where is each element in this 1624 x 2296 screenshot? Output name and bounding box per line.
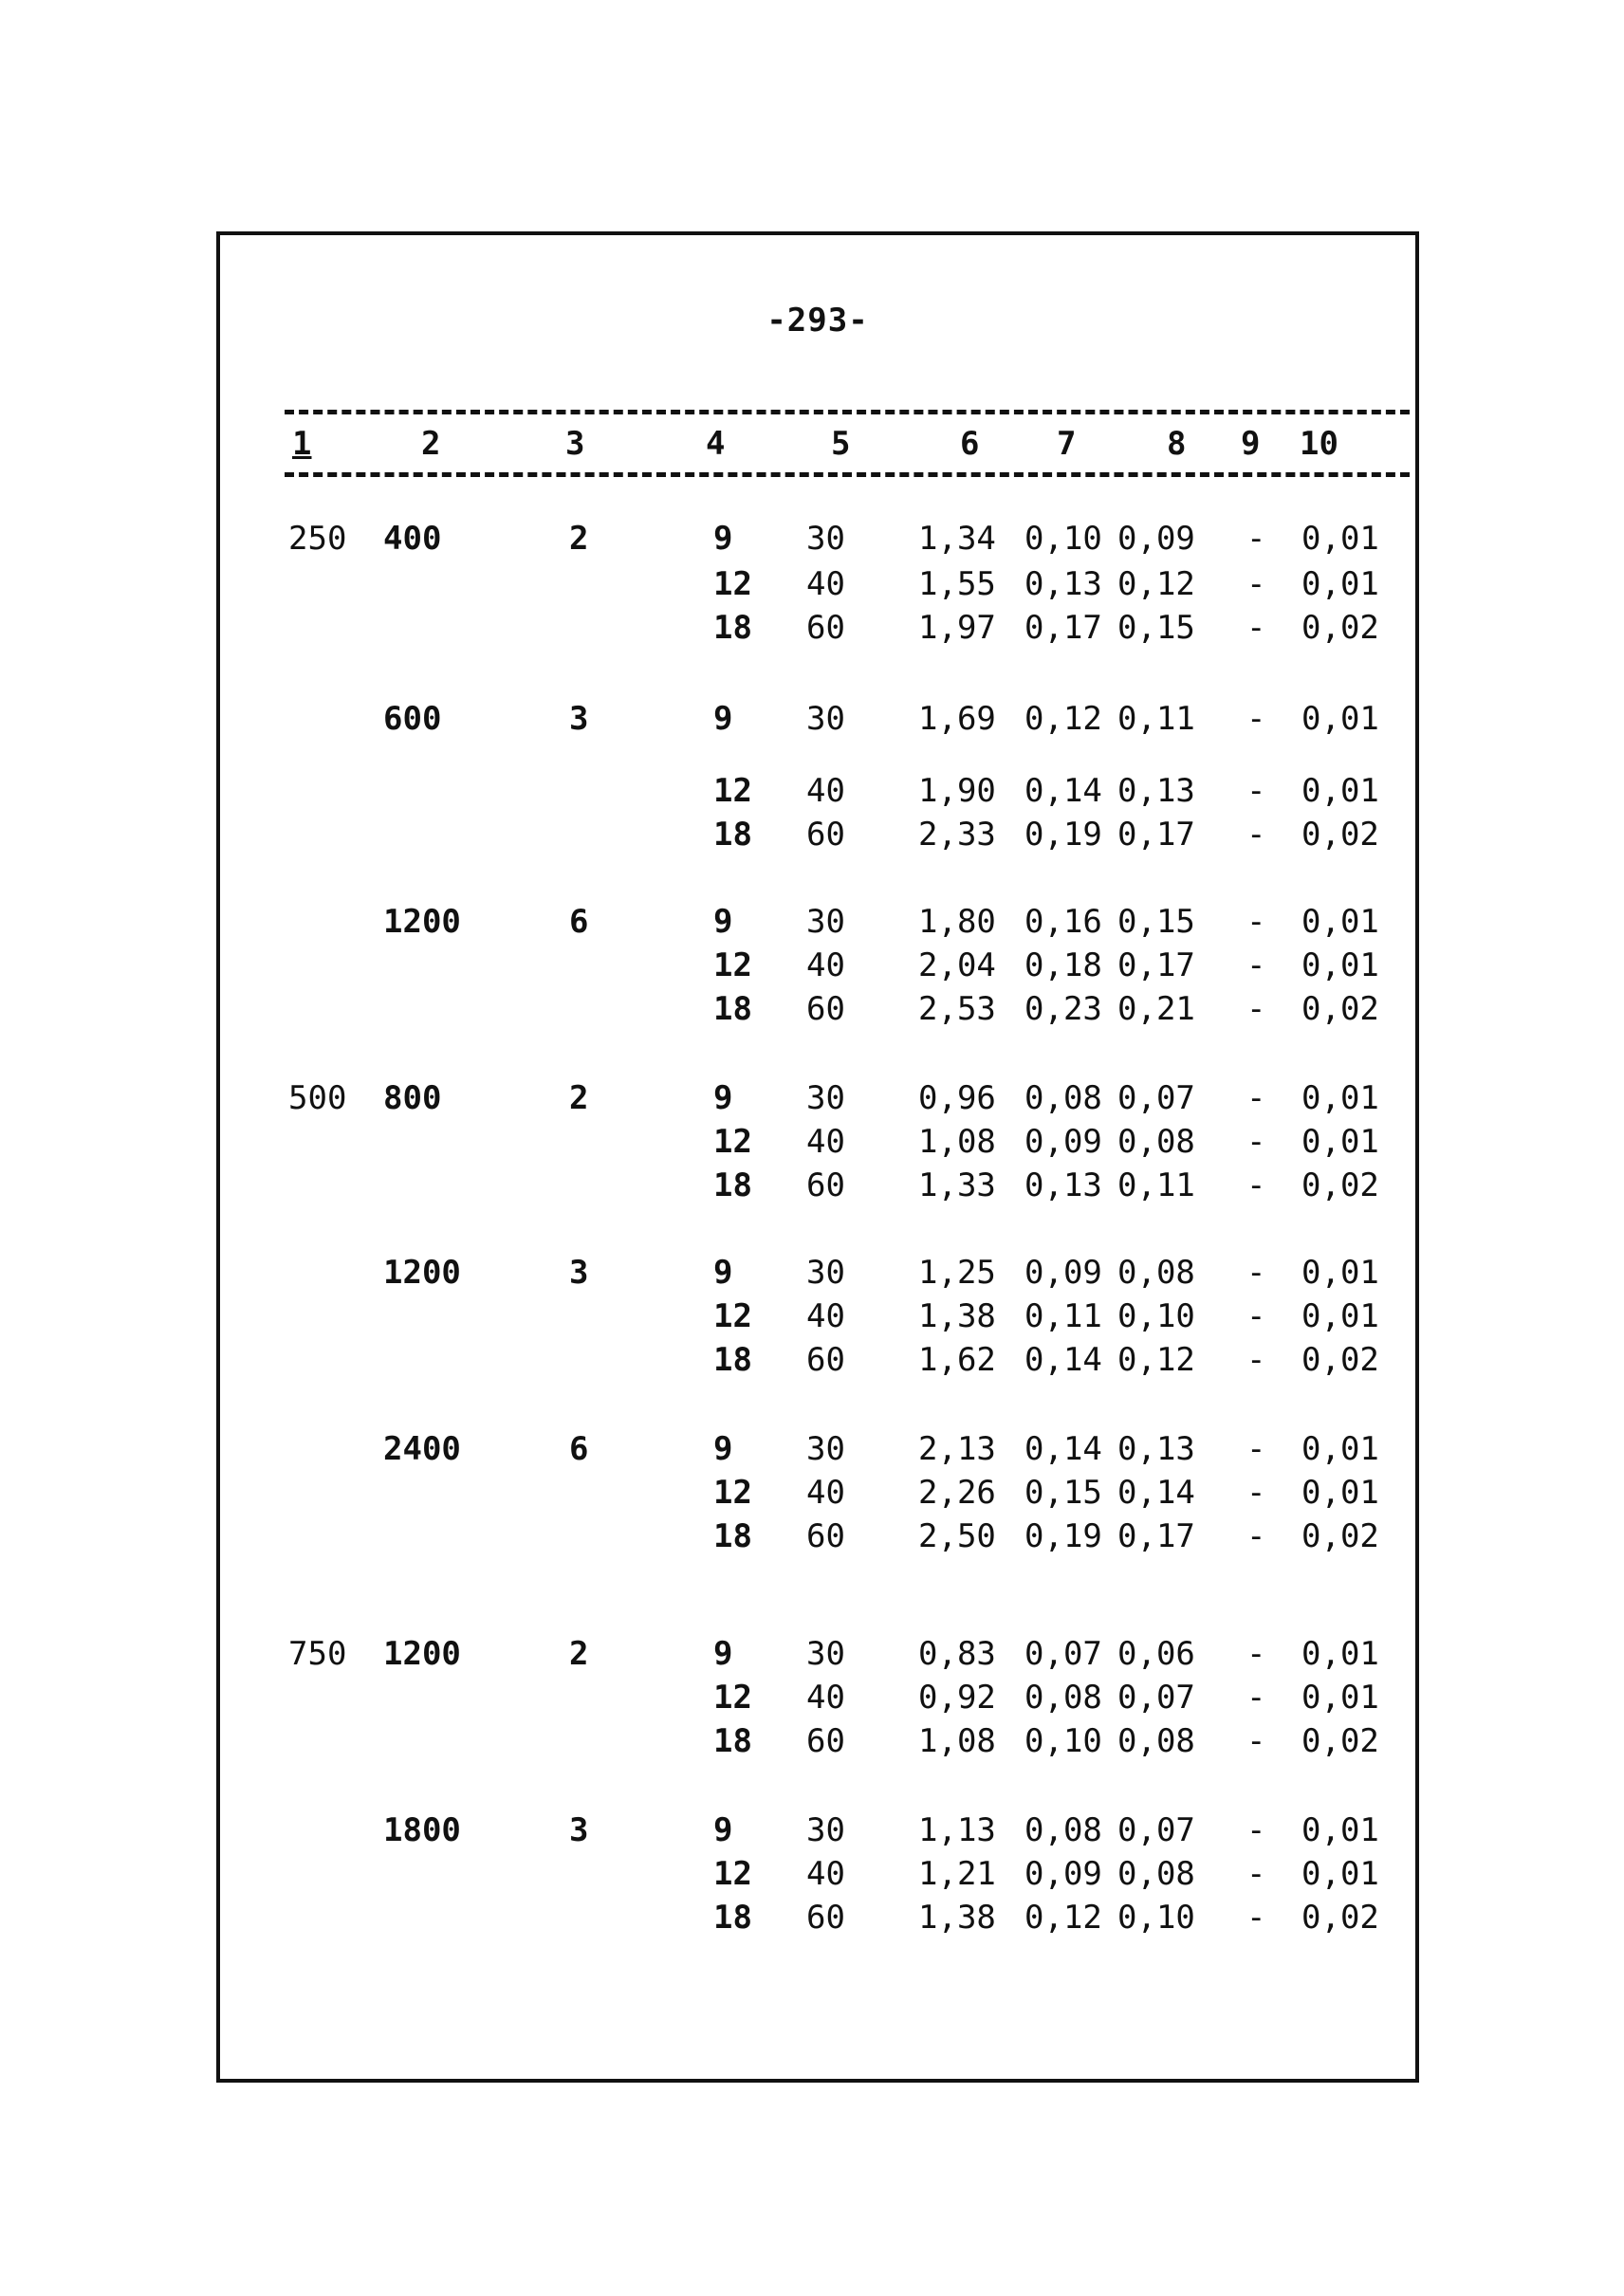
table-cell-col-4: 18 [713, 1899, 752, 1937]
column-header-7: 7 [1057, 425, 1077, 463]
table-cell-col-10: 0,01 [1301, 1474, 1379, 1512]
table-cell-col-5: 40 [806, 1474, 845, 1512]
table-cell-col-8: 0,17 [1117, 816, 1195, 854]
table-cell-col-4: 9 [713, 1079, 733, 1117]
table-cell-col-4: 9 [713, 700, 733, 738]
table-cell-col-8: 0,10 [1117, 1297, 1195, 1335]
column-header-8: 8 [1167, 425, 1187, 463]
page-frame [216, 231, 1419, 2083]
table-cell-col-6: 1,69 [918, 700, 996, 738]
table-cell-col-6: 1,55 [918, 565, 996, 603]
table-cell-col-5: 30 [806, 903, 845, 941]
table-cell-col-9: - [1246, 1474, 1266, 1512]
table-cell-col-4: 12 [713, 772, 752, 810]
table-cell-col-10: 0,01 [1301, 1079, 1379, 1117]
table-cell-col-4: 12 [713, 946, 752, 984]
table-cell-col-9: - [1246, 816, 1266, 854]
table-cell-col-7: 0,15 [1024, 1474, 1102, 1512]
table-cell-col-6: 2,26 [918, 1474, 996, 1512]
table-cell-col-5: 60 [806, 816, 845, 854]
table-cell-col-9: - [1246, 1635, 1266, 1673]
table-cell-col-5: 40 [806, 565, 845, 603]
table-cell-col-1: 500 [288, 1079, 347, 1117]
table-cell-col-8: 0,07 [1117, 1079, 1195, 1117]
table-cell-col-9: - [1246, 1899, 1266, 1937]
table-cell-col-4: 18 [713, 816, 752, 854]
table-cell-col-4: 18 [713, 1722, 752, 1760]
table-cell-col-2: 1200 [383, 1635, 461, 1673]
table-cell-col-8: 0,11 [1117, 700, 1195, 738]
table-cell-col-7: 0,10 [1024, 520, 1102, 558]
table-cell-col-5: 30 [806, 1254, 845, 1292]
table-cell-col-4: 18 [713, 990, 752, 1028]
table-cell-col-5: 30 [806, 700, 845, 738]
table-cell-col-9: - [1246, 1811, 1266, 1849]
table-cell-col-9: - [1246, 1341, 1266, 1379]
table-cell-col-7: 0,17 [1024, 609, 1102, 647]
table-cell-col-1: 750 [288, 1635, 347, 1673]
table-cell-col-5: 40 [806, 772, 845, 810]
table-cell-col-7: 0,09 [1024, 1254, 1102, 1292]
table-cell-col-7: 0,19 [1024, 816, 1102, 854]
table-cell-col-4: 9 [713, 1635, 733, 1673]
table-cell-col-5: 60 [806, 1722, 845, 1760]
table-cell-col-2: 2400 [383, 1430, 461, 1468]
table-cell-col-7: 0,19 [1024, 1517, 1102, 1555]
column-header-1: 1 [292, 425, 312, 463]
table-cell-col-3: 3 [569, 1811, 589, 1849]
table-cell-col-7: 0,10 [1024, 1722, 1102, 1760]
table-cell-col-6: 0,83 [918, 1635, 996, 1673]
table-cell-col-8: 0,08 [1117, 1254, 1195, 1292]
table-cell-col-4: 12 [713, 1123, 752, 1161]
table-cell-col-5: 40 [806, 1123, 845, 1161]
table-cell-col-6: 1,90 [918, 772, 996, 810]
table-cell-col-10: 0,02 [1301, 1166, 1379, 1204]
table-cell-col-10: 0,01 [1301, 520, 1379, 558]
header-rule-bottom [285, 472, 1410, 477]
table-cell-col-6: 1,13 [918, 1811, 996, 1849]
table-cell-col-4: 12 [713, 565, 752, 603]
table-cell-col-10: 0,02 [1301, 990, 1379, 1028]
table-cell-col-8: 0,17 [1117, 1517, 1195, 1555]
table-cell-col-10: 0,01 [1301, 1855, 1379, 1893]
table-cell-col-5: 60 [806, 1341, 845, 1379]
table-cell-col-10: 0,01 [1301, 1297, 1379, 1335]
table-cell-col-6: 1,34 [918, 520, 996, 558]
column-header-6: 6 [960, 425, 980, 463]
table-cell-col-7: 0,08 [1024, 1811, 1102, 1849]
table-cell-col-4: 9 [713, 1430, 733, 1468]
table-cell-col-10: 0,02 [1301, 1341, 1379, 1379]
table-cell-col-9: - [1246, 903, 1266, 941]
table-cell-col-4: 12 [713, 1679, 752, 1717]
table-cell-col-8: 0,13 [1117, 1430, 1195, 1468]
table-cell-col-5: 30 [806, 520, 845, 558]
table-cell-col-9: - [1246, 1679, 1266, 1717]
table-cell-col-9: - [1246, 1166, 1266, 1204]
table-cell-col-4: 9 [713, 1811, 733, 1849]
table-cell-col-6: 1,38 [918, 1297, 996, 1335]
table-cell-col-10: 0,01 [1301, 700, 1379, 738]
table-cell-col-8: 0,07 [1117, 1811, 1195, 1849]
table-cell-col-9: - [1246, 520, 1266, 558]
table-cell-col-4: 18 [713, 1166, 752, 1204]
table-cell-col-3: 6 [569, 1430, 589, 1468]
table-cell-col-2: 1200 [383, 1254, 461, 1292]
table-cell-col-5: 30 [806, 1635, 845, 1673]
table-cell-col-7: 0,18 [1024, 946, 1102, 984]
table-cell-col-2: 1200 [383, 903, 461, 941]
table-cell-col-6: 1,33 [918, 1166, 996, 1204]
table-cell-col-9: - [1246, 1722, 1266, 1760]
table-cell-col-8: 0,17 [1117, 946, 1195, 984]
table-cell-col-6: 1,62 [918, 1341, 996, 1379]
table-cell-col-10: 0,01 [1301, 1430, 1379, 1468]
table-cell-col-7: 0,09 [1024, 1123, 1102, 1161]
table-cell-col-6: 2,50 [918, 1517, 996, 1555]
table-cell-col-7: 0,08 [1024, 1079, 1102, 1117]
table-cell-col-5: 60 [806, 1166, 845, 1204]
table-cell-col-7: 0,09 [1024, 1855, 1102, 1893]
table-cell-col-8: 0,08 [1117, 1722, 1195, 1760]
table-cell-col-4: 9 [713, 903, 733, 941]
table-cell-col-8: 0,12 [1117, 1341, 1195, 1379]
table-cell-col-7: 0,12 [1024, 700, 1102, 738]
table-cell-col-9: - [1246, 946, 1266, 984]
table-cell-col-10: 0,01 [1301, 772, 1379, 810]
table-cell-col-9: - [1246, 1079, 1266, 1117]
column-header-9: 9 [1241, 425, 1261, 463]
table-cell-col-7: 0,13 [1024, 1166, 1102, 1204]
table-cell-col-10: 0,02 [1301, 816, 1379, 854]
table-cell-col-10: 0,01 [1301, 565, 1379, 603]
table-cell-col-3: 3 [569, 700, 589, 738]
table-cell-col-5: 30 [806, 1811, 845, 1849]
table-cell-col-3: 2 [569, 1635, 589, 1673]
table-cell-col-6: 1,25 [918, 1254, 996, 1292]
table-cell-col-5: 40 [806, 946, 845, 984]
table-cell-col-7: 0,14 [1024, 772, 1102, 810]
table-cell-col-9: - [1246, 565, 1266, 603]
table-cell-col-9: - [1246, 772, 1266, 810]
table-cell-col-3: 2 [569, 1079, 589, 1117]
table-cell-col-5: 30 [806, 1079, 845, 1117]
table-cell-col-6: 2,13 [918, 1430, 996, 1468]
table-cell-col-9: - [1246, 609, 1266, 647]
table-cell-col-9: - [1246, 990, 1266, 1028]
table-cell-col-9: - [1246, 700, 1266, 738]
table-cell-col-2: 1800 [383, 1811, 461, 1849]
table-cell-col-2: 600 [383, 700, 442, 738]
table-cell-col-10: 0,02 [1301, 1722, 1379, 1760]
table-cell-col-9: - [1246, 1517, 1266, 1555]
table-cell-col-5: 40 [806, 1679, 845, 1717]
table-cell-col-5: 40 [806, 1855, 845, 1893]
table-cell-col-5: 60 [806, 609, 845, 647]
column-header-10: 10 [1300, 425, 1338, 463]
table-cell-col-7: 0,14 [1024, 1430, 1102, 1468]
table-cell-col-6: 1,08 [918, 1722, 996, 1760]
table-cell-col-1: 250 [288, 520, 347, 558]
table-cell-col-7: 0,14 [1024, 1341, 1102, 1379]
table-cell-col-8: 0,15 [1117, 609, 1195, 647]
table-cell-col-5: 60 [806, 1899, 845, 1937]
table-cell-col-10: 0,01 [1301, 1635, 1379, 1673]
table-cell-col-5: 60 [806, 990, 845, 1028]
table-cell-col-7: 0,11 [1024, 1297, 1102, 1335]
table-cell-col-8: 0,07 [1117, 1679, 1195, 1717]
table-cell-col-8: 0,08 [1117, 1123, 1195, 1161]
header-rule-top [285, 410, 1410, 414]
table-cell-col-4: 12 [713, 1855, 752, 1893]
table-cell-col-7: 0,08 [1024, 1679, 1102, 1717]
table-cell-col-6: 2,04 [918, 946, 996, 984]
column-header-3: 3 [565, 425, 585, 463]
table-cell-col-4: 18 [713, 1517, 752, 1555]
table-cell-col-7: 0,12 [1024, 1899, 1102, 1937]
table-cell-col-10: 0,01 [1301, 1679, 1379, 1717]
table-cell-col-9: - [1246, 1123, 1266, 1161]
table-cell-col-4: 9 [713, 520, 733, 558]
table-cell-col-3: 6 [569, 903, 589, 941]
table-cell-col-8: 0,14 [1117, 1474, 1195, 1512]
table-cell-col-7: 0,16 [1024, 903, 1102, 941]
table-cell-col-10: 0,01 [1301, 946, 1379, 984]
table-cell-col-10: 0,02 [1301, 1517, 1379, 1555]
table-cell-col-4: 18 [713, 609, 752, 647]
table-cell-col-5: 40 [806, 1297, 845, 1335]
table-cell-col-7: 0,23 [1024, 990, 1102, 1028]
table-cell-col-8: 0,06 [1117, 1635, 1195, 1673]
column-header-4: 4 [706, 425, 726, 463]
table-cell-col-6: 1,38 [918, 1899, 996, 1937]
column-header-2: 2 [421, 425, 441, 463]
table-cell-col-6: 2,53 [918, 990, 996, 1028]
table-cell-col-2: 800 [383, 1079, 442, 1117]
table-cell-col-6: 0,92 [918, 1679, 996, 1717]
table-cell-col-5: 30 [806, 1430, 845, 1468]
table-cell-col-9: - [1246, 1430, 1266, 1468]
table-cell-col-10: 0,01 [1301, 1123, 1379, 1161]
table-cell-col-6: 1,97 [918, 609, 996, 647]
table-cell-col-8: 0,12 [1117, 565, 1195, 603]
table-cell-col-3: 2 [569, 520, 589, 558]
table-cell-col-9: - [1246, 1254, 1266, 1292]
page-number: -293- [766, 302, 869, 340]
table-cell-col-4: 18 [713, 1341, 752, 1379]
table-cell-col-10: 0,02 [1301, 1899, 1379, 1937]
table-cell-col-8: 0,15 [1117, 903, 1195, 941]
table-cell-col-9: - [1246, 1855, 1266, 1893]
table-cell-col-6: 0,96 [918, 1079, 996, 1117]
table-cell-col-10: 0,01 [1301, 1254, 1379, 1292]
table-cell-col-9: - [1246, 1297, 1266, 1335]
column-header-5: 5 [831, 425, 851, 463]
table-cell-col-4: 12 [713, 1474, 752, 1512]
table-cell-col-8: 0,09 [1117, 520, 1195, 558]
table-cell-col-10: 0,01 [1301, 1811, 1379, 1849]
table-cell-col-3: 3 [569, 1254, 589, 1292]
table-cell-col-10: 0,02 [1301, 609, 1379, 647]
table-cell-col-7: 0,07 [1024, 1635, 1102, 1673]
table-cell-col-6: 2,33 [918, 816, 996, 854]
table-cell-col-8: 0,11 [1117, 1166, 1195, 1204]
table-cell-col-4: 9 [713, 1254, 733, 1292]
table-cell-col-8: 0,13 [1117, 772, 1195, 810]
table-cell-col-8: 0,21 [1117, 990, 1195, 1028]
table-cell-col-8: 0,10 [1117, 1899, 1195, 1937]
table-cell-col-6: 1,80 [918, 903, 996, 941]
table-cell-col-4: 12 [713, 1297, 752, 1335]
table-cell-col-5: 60 [806, 1517, 845, 1555]
table-cell-col-8: 0,08 [1117, 1855, 1195, 1893]
table-cell-col-6: 1,21 [918, 1855, 996, 1893]
table-cell-col-7: 0,13 [1024, 565, 1102, 603]
table-cell-col-6: 1,08 [918, 1123, 996, 1161]
table-cell-col-10: 0,01 [1301, 903, 1379, 941]
table-cell-col-2: 400 [383, 520, 442, 558]
